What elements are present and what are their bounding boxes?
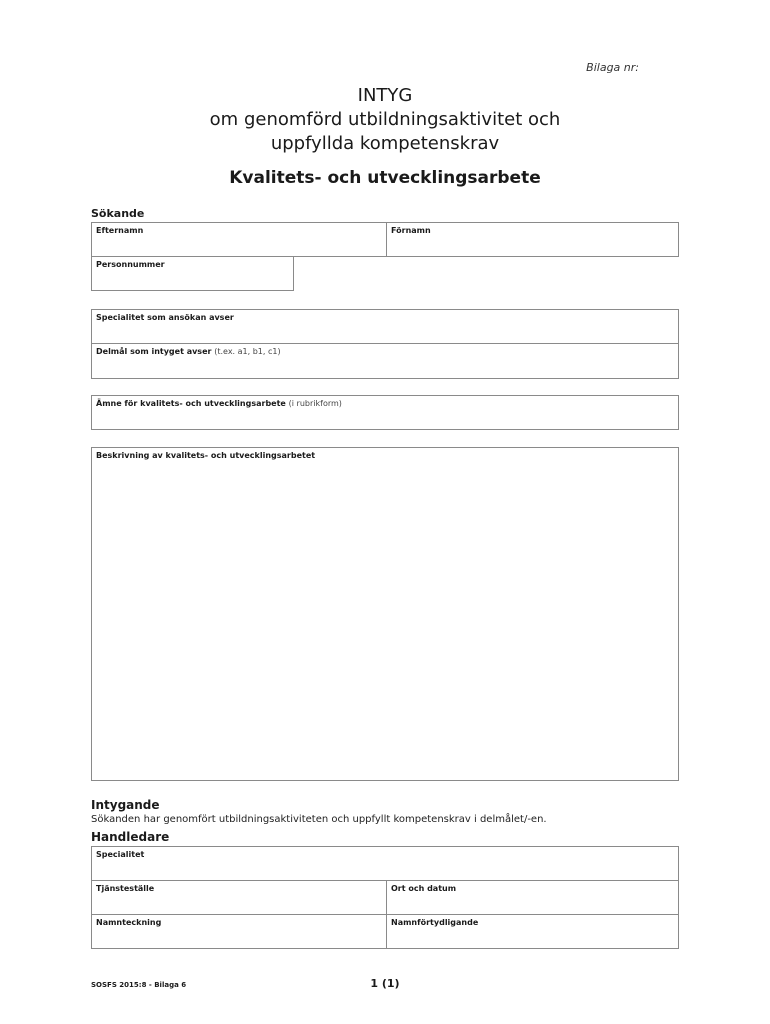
bilaga-label: Bilaga nr: [586, 61, 639, 74]
fornamn-label: Förnamn [391, 226, 431, 235]
ort-datum-field[interactable] [387, 881, 678, 914]
amne-hint: (i rubrikform) [288, 399, 342, 408]
delmal-field[interactable] [91, 343, 679, 379]
fornamn-field[interactable] [387, 223, 678, 256]
amne-field[interactable] [91, 395, 679, 430]
title-line-2: om genomförd utbildningsaktivitet och [209, 109, 561, 130]
section-heading-sokande: Sökande [91, 207, 145, 220]
ort-datum-label: Ort och datum [391, 884, 457, 893]
delmal-hint: (t.ex. a1, b1, c1) [214, 347, 281, 356]
tjanstestalle-field[interactable] [92, 881, 386, 914]
intygande-statement: Sökanden har genomfört utbildningsaktiviteten och uppfyllt kompetenskrav i delmålet/-en. [91, 814, 547, 825]
page-number: 1 (1) [370, 977, 400, 990]
handledare-specialitet-field[interactable] [91, 846, 679, 881]
title-line-3: uppfyllda kompetenskrav [270, 133, 500, 154]
section-heading-handledare: Handledare [91, 830, 170, 844]
beskrivning-label: Beskrivning av kvalitets- och utvecklingsarbetet [96, 451, 316, 460]
delmal-label: Delmål som intyget avser (t.ex. a1, b1, c1) [96, 347, 281, 356]
efternamn-label: Efternamn [96, 226, 144, 235]
personnummer-field[interactable] [91, 256, 294, 291]
footer-reference: SOSFS 2015:8 - Bilaga 6 [91, 981, 187, 989]
tjanstestalle-row [91, 880, 679, 915]
namnfortydligande-field[interactable] [387, 915, 678, 948]
namnteckning-label: Namnteckning [96, 918, 162, 927]
handledare-specialitet-label: Specialitet [96, 850, 145, 859]
specialitet-field[interactable] [91, 309, 679, 344]
namnteckning-field[interactable] [92, 915, 386, 948]
title-intyg: INTYG [357, 85, 413, 106]
specialitet-label: Specialitet som ansökan avser [96, 313, 234, 322]
amne-label: Ämne för kvalitets- och utvecklingsarbete (i rubrikform) [96, 399, 342, 408]
name-fields-row [91, 222, 679, 257]
namnteckning-row [91, 914, 679, 949]
tjanstestalle-label: Tjänsteställe [96, 884, 155, 893]
namnfortydligande-label: Namnförtydligande [391, 918, 479, 927]
page-subtitle: Kvalitets- och utvecklingsarbete [229, 168, 541, 188]
section-heading-intygande: Intygande [91, 798, 160, 812]
personnummer-label: Personnummer [96, 260, 165, 269]
beskrivning-textarea[interactable] [91, 447, 679, 781]
efternamn-field[interactable] [92, 223, 386, 256]
